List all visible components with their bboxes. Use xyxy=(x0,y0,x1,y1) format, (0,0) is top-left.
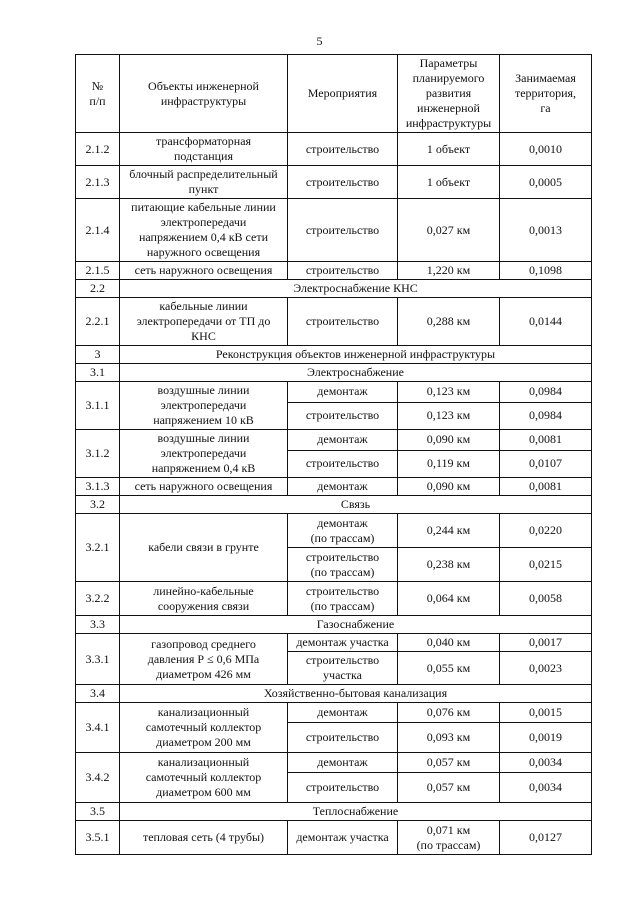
table-row xyxy=(76,753,592,773)
row-parameter: 1 объект xyxy=(398,166,500,199)
row-number: 3.2.2 xyxy=(76,582,120,616)
row-parameter: 0,123 км xyxy=(398,382,500,403)
row-activity: демонтаж участка xyxy=(288,634,398,652)
row-parameter: 0,123 км xyxy=(398,402,500,429)
section-row xyxy=(76,803,592,821)
section-number: 3.1 xyxy=(76,364,120,382)
table-row xyxy=(76,262,592,280)
table-row xyxy=(76,582,592,616)
section-title: Электроснабжение xyxy=(120,364,592,382)
row-object: питающие кабельные линии электропередачи напряжением 0,4 кВ сети наружного освещения xyxy=(120,199,288,262)
row-area: 0,0058 xyxy=(500,582,592,616)
row-number: 3.1.2 xyxy=(76,430,120,478)
row-activity: демонтаж xyxy=(288,382,398,403)
row-parameter: 0,064 км xyxy=(398,582,500,616)
row-number: 2.2.1 xyxy=(76,298,120,346)
section-number: 3.2 xyxy=(76,496,120,514)
row-area: 0,0107 xyxy=(500,450,592,477)
row-number: 3.3.1 xyxy=(76,634,120,685)
section-row xyxy=(76,346,592,364)
row-parameter: 0,244 км xyxy=(398,514,500,548)
row-object: канализационный самотечный коллектор диаметром 200 мм xyxy=(120,703,288,753)
row-parameter: 0,071 км (по трассам) xyxy=(398,821,500,855)
section-title: Хозяйственно-бытовая канализация xyxy=(120,685,592,703)
row-activity: строительство xyxy=(288,723,398,753)
table-header-row xyxy=(76,55,592,133)
row-area: 0,0017 xyxy=(500,634,592,652)
row-object: сеть наружного освещения xyxy=(120,262,288,280)
row-parameter: 0,057 км xyxy=(398,753,500,773)
table-row xyxy=(76,514,592,548)
row-area: 0,0127 xyxy=(500,821,592,855)
row-activity: строительство xyxy=(288,298,398,346)
table-row xyxy=(76,199,592,262)
row-area: 0,0023 xyxy=(500,652,592,685)
row-parameter: 0,288 км xyxy=(398,298,500,346)
row-object: воздушные линии электропередачи напряжением 10 кВ xyxy=(120,382,288,430)
section-number: 2.2 xyxy=(76,280,120,298)
row-area: 0,0144 xyxy=(500,298,592,346)
row-area: 0,0013 xyxy=(500,199,592,262)
row-parameter: 1,220 км xyxy=(398,262,500,280)
row-area: 0,0081 xyxy=(500,430,592,451)
row-activity: демонтаж xyxy=(288,430,398,451)
row-object: кабельные линии электропередачи от ТП до КНС xyxy=(120,298,288,346)
header-activities: Мероприятия xyxy=(288,55,398,133)
row-number: 2.1.3 xyxy=(76,166,120,199)
table-row xyxy=(76,478,592,496)
row-activity: строительство xyxy=(288,199,398,262)
row-area: 0,0984 xyxy=(500,402,592,429)
table-row xyxy=(76,703,592,723)
row-activity: строительство xyxy=(288,450,398,477)
row-parameter: 0,055 км xyxy=(398,652,500,685)
row-activity: демонтаж (по трассам) xyxy=(288,514,398,548)
row-number: 3.5.1 xyxy=(76,821,120,855)
section-title: Связь xyxy=(120,496,592,514)
row-number: 3.1.1 xyxy=(76,382,120,430)
section-row xyxy=(76,685,592,703)
table-row xyxy=(76,166,592,199)
row-number: 3.4.1 xyxy=(76,703,120,753)
row-parameter: 0,093 км xyxy=(398,723,500,753)
table-row xyxy=(76,821,592,855)
row-parameter: 0,057 км xyxy=(398,773,500,803)
row-object: кабели связи в грунте xyxy=(120,514,288,582)
row-object: линейно-кабельные сооружения связи xyxy=(120,582,288,616)
section-row xyxy=(76,616,592,634)
row-parameter: 0,027 км xyxy=(398,199,500,262)
row-activity: строительство (по трассам) xyxy=(288,582,398,616)
row-area: 0,0215 xyxy=(500,548,592,582)
section-title: Теплоснабжение xyxy=(120,803,592,821)
row-activity: строительство участка xyxy=(288,652,398,685)
row-number: 3.1.3 xyxy=(76,478,120,496)
table-row xyxy=(76,298,592,346)
row-activity: строительство (по трассам) xyxy=(288,548,398,582)
row-area: 0,0010 xyxy=(500,133,592,166)
row-area: 0,0984 xyxy=(500,382,592,403)
table-row xyxy=(76,382,592,403)
header-parameters: Параметры планируемого развития инженерной инфраструктуры xyxy=(398,55,500,133)
row-number: 3.4.2 xyxy=(76,753,120,803)
section-number: 3.5 xyxy=(76,803,120,821)
table-row xyxy=(76,430,592,451)
row-number: 2.1.5 xyxy=(76,262,120,280)
row-number: 3.2.1 xyxy=(76,514,120,582)
row-area: 0,0034 xyxy=(500,753,592,773)
section-row xyxy=(76,364,592,382)
section-row xyxy=(76,496,592,514)
row-parameter: 1 объект xyxy=(398,133,500,166)
row-activity: строительство xyxy=(288,166,398,199)
page-number: 5 xyxy=(316,34,323,48)
row-activity: строительство xyxy=(288,773,398,803)
row-area: 0,0220 xyxy=(500,514,592,548)
row-area: 0,0005 xyxy=(500,166,592,199)
section-title: Электроснабжение КНС xyxy=(120,280,592,298)
row-parameter: 0,119 км xyxy=(398,450,500,477)
row-parameter: 0,090 км xyxy=(398,430,500,451)
row-parameter: 0,040 км xyxy=(398,634,500,652)
row-number: 2.1.4 xyxy=(76,199,120,262)
section-number: 3 xyxy=(76,346,120,364)
section-number: 3.4 xyxy=(76,685,120,703)
row-object: канализационный самотечный коллектор диаметром 600 мм xyxy=(120,753,288,803)
section-title: Газоснабжение xyxy=(120,616,592,634)
row-parameter: 0,076 км xyxy=(398,703,500,723)
row-parameter: 0,090 км xyxy=(398,478,500,496)
section-title: Реконструкция объектов инженерной инфраструктуры xyxy=(120,346,592,364)
row-activity: строительство xyxy=(288,133,398,166)
row-object: тепловая сеть (4 трубы) xyxy=(120,821,288,855)
section-row xyxy=(76,280,592,298)
row-area: 0,0019 xyxy=(500,723,592,753)
row-area: 0,0015 xyxy=(500,703,592,723)
row-object: блочный распределительный пункт xyxy=(120,166,288,199)
header-number: № п/п xyxy=(76,55,120,133)
infrastructure-table xyxy=(75,54,592,855)
row-object: газопровод среднего давления Р ≤ 0,6 МПа диаметром 426 мм xyxy=(120,634,288,685)
row-activity: демонтаж xyxy=(288,478,398,496)
row-activity: строительство xyxy=(288,262,398,280)
row-parameter: 0,238 км xyxy=(398,548,500,582)
table-row xyxy=(76,133,592,166)
row-number: 2.1.2 xyxy=(76,133,120,166)
row-object: воздушные линии электропередачи напряжением 0,4 кВ xyxy=(120,430,288,478)
row-activity: демонтаж xyxy=(288,753,398,773)
row-object: трансформаторная подстанция xyxy=(120,133,288,166)
row-area: 0,0081 xyxy=(500,478,592,496)
table-row xyxy=(76,634,592,652)
header-objects: Объекты инженерной инфраструктуры xyxy=(120,55,288,133)
row-activity: демонтаж участка xyxy=(288,821,398,855)
row-area: 0,1098 xyxy=(500,262,592,280)
section-number: 3.3 xyxy=(76,616,120,634)
row-activity: демонтаж xyxy=(288,703,398,723)
header-area: Занимаемая территория, га xyxy=(500,55,592,133)
row-activity: строительство xyxy=(288,402,398,429)
row-object: сеть наружного освещения xyxy=(120,478,288,496)
row-area: 0,0034 xyxy=(500,773,592,803)
